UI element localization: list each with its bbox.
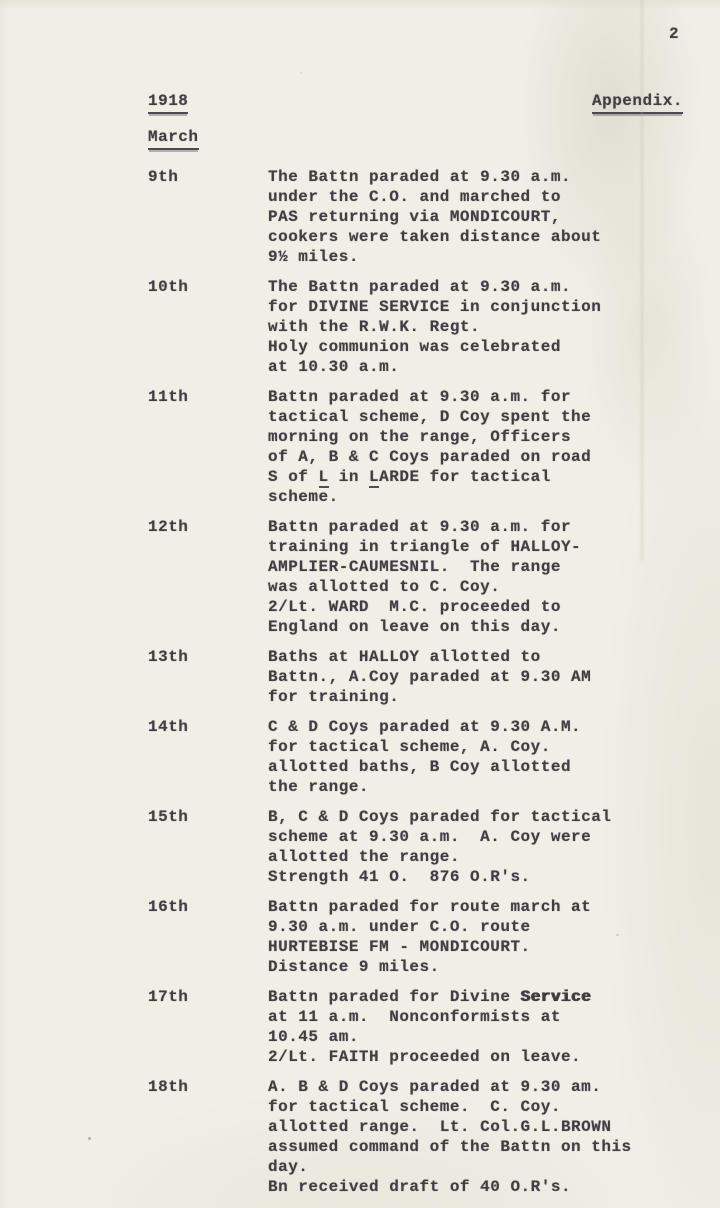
text-segment: Battn paraded for Divine	[268, 988, 521, 1006]
diary-entry	[148, 167, 708, 267]
diary-entry	[148, 807, 708, 887]
entry-date: 10th	[148, 278, 189, 296]
entry-line: of A, B & C Coys paraded on road	[268, 448, 592, 466]
entry-line: C & D Coys paraded at 9.30 A.M.	[268, 718, 582, 736]
entry-date: 17th	[148, 988, 189, 1006]
entry-line: morning on the range, Officers	[268, 428, 572, 446]
entry-line: allotted the range.	[268, 848, 460, 866]
diary-entry	[148, 647, 708, 707]
entry-line: A. B & D Coys paraded at 9.30 am.	[268, 1078, 602, 1096]
entry-line: for training.	[268, 688, 400, 706]
entry-line: Battn paraded at 9.30 a.m. for	[268, 518, 572, 536]
diary-entry	[148, 277, 708, 377]
entry-body	[268, 717, 708, 797]
entry-date: 13th	[148, 648, 189, 666]
entry-date: 16th	[148, 898, 189, 916]
entry-date: 9th	[148, 168, 179, 186]
entry-line: for tactical scheme. C. Coy.	[268, 1098, 561, 1116]
entry-line: day.	[268, 1158, 309, 1176]
entry-line: at 10.30 a.m.	[268, 358, 400, 376]
entry-line: scheme at 9.30 a.m. A. Coy were	[268, 828, 592, 846]
entry-line	[268, 987, 708, 1007]
entry-line: AMPLIER-CAUMESNIL. The range	[268, 558, 561, 576]
entry-line: allotted baths, B Coy allotted	[268, 758, 572, 776]
entry-line: scheme.	[268, 488, 339, 506]
text-segment: in	[328, 468, 370, 486]
entry-date: 18th	[148, 1078, 189, 1096]
entry-line: 9½ miles.	[268, 248, 359, 266]
entry-line: 10.45 am.	[268, 1028, 359, 1046]
entry-line: Distance 9 miles.	[268, 958, 440, 976]
diary-entry	[148, 1077, 708, 1197]
entry-line: cookers were taken distance about	[268, 228, 602, 246]
paper-speck	[300, 72, 302, 74]
diary-entry	[148, 387, 708, 507]
entry-line: at 11 a.m. Nonconformists at	[268, 1008, 561, 1026]
entry-body	[268, 987, 708, 1067]
entry-line: Strength 41 O. 876 O.R's.	[268, 868, 531, 886]
entry-line: 2/Lt. WARD M.C. proceeded to	[268, 598, 561, 616]
entry-line: for DIVINE SERVICE in conjunction	[268, 298, 602, 316]
diary-entry	[148, 987, 708, 1067]
entry-line: under the C.O. and marched to	[268, 188, 561, 206]
entry-line: Holy communion was celebrated	[268, 338, 561, 356]
diary-entry	[148, 897, 708, 977]
entry-line: 9.30 a.m. under C.O. route	[268, 918, 531, 936]
entry-date: 11th	[148, 388, 189, 406]
overtyped-text: Service	[520, 988, 592, 1006]
entry-line: was allotted to C. Coy.	[268, 578, 501, 596]
month-heading: March	[148, 128, 199, 150]
diary-entry	[148, 517, 708, 637]
entry-line: Bn received draft of 40 O.R's.	[268, 1178, 572, 1196]
text-segment: ARDE for tactical	[379, 468, 551, 486]
entry-line: England on leave on this day.	[268, 618, 561, 636]
appendix-heading: Appendix.	[592, 92, 683, 114]
entry-line: PAS returning via MONDICOURT,	[268, 208, 561, 226]
entry-line: The Battn paraded at 9.30 a.m.	[268, 278, 572, 296]
entry-date: 12th	[148, 518, 189, 536]
page-number: 2	[669, 25, 680, 43]
entry-line: The Battn paraded at 9.30 a.m.	[268, 168, 572, 186]
entry-line: tactical scheme, D Coy spent the	[268, 408, 592, 426]
paper-speck	[616, 934, 619, 936]
underlined-text: L	[369, 468, 380, 486]
entry-line: Battn paraded for route march at	[268, 898, 592, 916]
entry-line: assumed command of the Battn on this	[268, 1138, 632, 1156]
entry-line: allotted range. Lt. Col.G.L.BROWN	[268, 1118, 612, 1136]
entry-date: 15th	[148, 808, 189, 826]
entry-line: B, C & D Coys paraded for tactical	[268, 808, 612, 826]
entry-line: Battn paraded at 9.30 a.m. for	[268, 388, 572, 406]
entry-body	[268, 647, 708, 707]
entry-line: 2/Lt. FAITH proceeded on leave.	[268, 1048, 582, 1066]
entry-line: for tactical scheme, A. Coy.	[268, 738, 551, 756]
entry-body	[268, 807, 708, 887]
diary-entry	[148, 717, 708, 797]
year-heading: 1918	[148, 92, 188, 114]
text-segment: S of	[268, 468, 319, 486]
entry-date: 14th	[148, 718, 189, 736]
entry-body	[268, 897, 708, 977]
underlined-text: L	[318, 468, 329, 486]
entry-line: the range.	[268, 778, 370, 796]
entry-line: with the R.W.K. Regt.	[268, 318, 481, 336]
entry-line: HURTEBISE FM - MONDICOURT.	[268, 938, 531, 956]
entry-line: training in triangle of HALLOY-	[268, 538, 582, 556]
entry-line: Baths at HALLOY allotted to	[268, 648, 541, 666]
diary-entries	[148, 167, 708, 1207]
entry-line: Battn., A.Coy paraded at 9.30 AM	[268, 668, 592, 686]
paper-fold-artifact	[641, 0, 643, 560]
entry-body	[268, 1077, 708, 1197]
paper-speck	[88, 1137, 91, 1140]
